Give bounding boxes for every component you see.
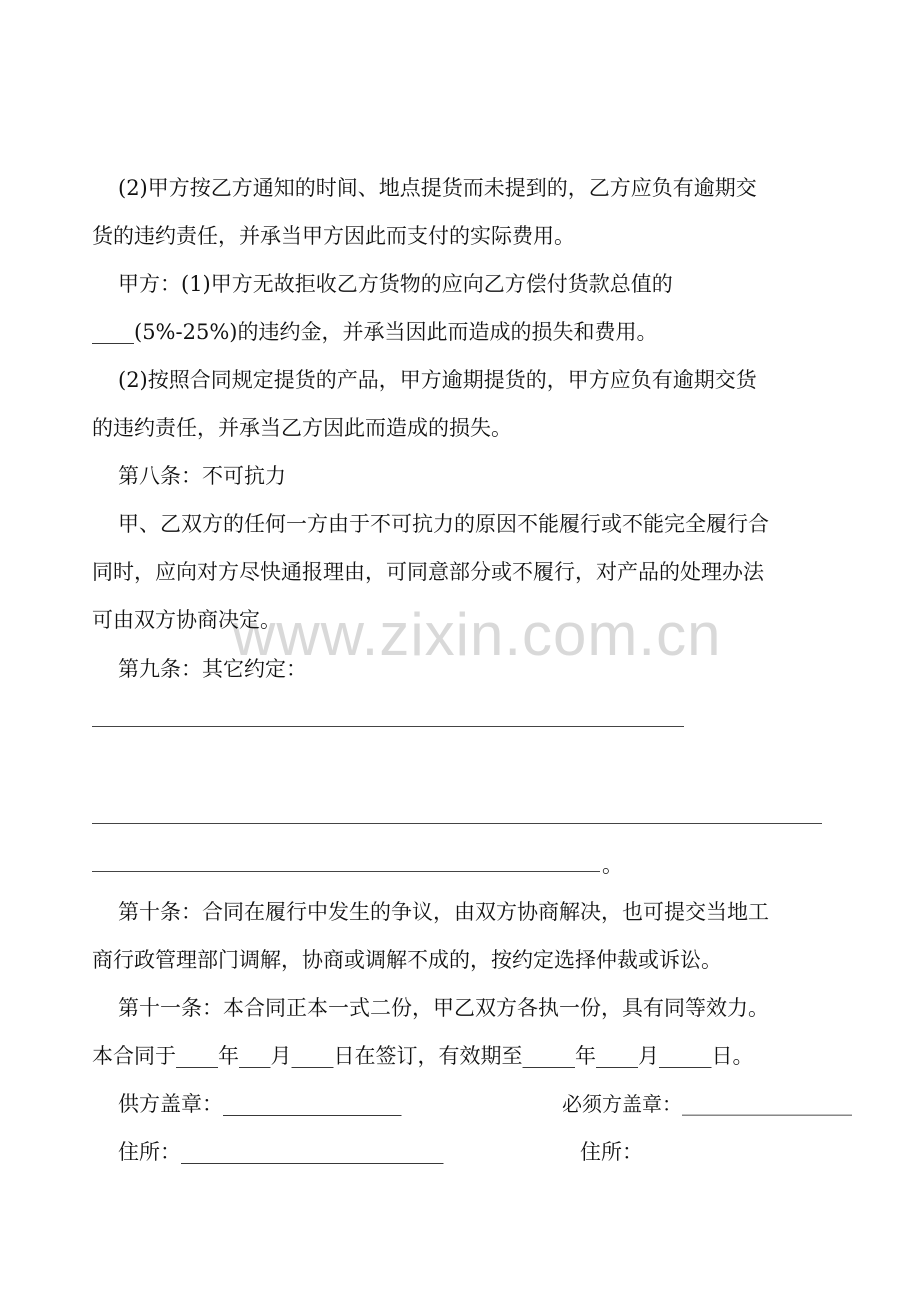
paragraph-line: (2)按照合同规定提货的产品，甲方逾期提货的，甲方应负有逾期交货 (118, 368, 757, 392)
blank-line (92, 823, 822, 824)
article-9-end: 。 (602, 853, 623, 877)
paragraph-line: 甲、乙双方的任何一方由于不可抗力的原因不能履行或不能完全履行合 (118, 512, 769, 536)
buyer-address-field: 住所： (580, 1140, 643, 1164)
paragraph-line: 同时，应向对方尽快通报理由，可同意部分或不履行，对产品的处理办法 (92, 560, 764, 584)
buyer-seal-field: 必须方盖章：_________________ (562, 1092, 852, 1116)
blank-line (92, 726, 684, 727)
paragraph-line: 的违约责任，并承当乙方因此而造成的损失。 (92, 416, 512, 440)
paragraph-line: 甲方：(1)甲方无故拒收乙方货物的应向乙方偿付货款总值的 (118, 272, 673, 296)
paragraph-line: 第十条：合同在履行中发生的争议，由双方协商解决，也可提交当地工 (118, 900, 769, 924)
paragraph-line: 商行政管理部门调解，协商或调解不成的，按约定选择仲裁或诉讼。 (92, 948, 722, 972)
paragraph-line: (2)甲方按乙方通知的时间、地点提货而未提到的，乙方应负有逾期交 (118, 176, 757, 200)
supplier-seal-field: 供方盖章：_________________ (118, 1092, 402, 1116)
blank-line (92, 871, 600, 872)
article-8-title: 第八条：不可抗力 (118, 464, 286, 488)
paragraph-line: 可由双方协商决定。 (92, 608, 281, 632)
paragraph-line: 货的违约责任，并承当甲方因此而支付的实际费用。 (92, 224, 575, 248)
paragraph-line: 第十一条：本合同正本一式二份，甲乙双方各执一份，具有同等效力。 (118, 996, 769, 1020)
paragraph-line: ____(5%-25%)的违约金，并承当因此而造成的损失和费用。 (92, 320, 658, 344)
supplier-address-field: 住所：_________________________ (118, 1140, 444, 1164)
article-9-title: 第九条：其它约定： (118, 657, 307, 681)
paragraph-line: 本合同于____年___月____日在签订，有效期至_____年____月_____日。 (92, 1044, 754, 1068)
watermark: www.zixin.com.cn (232, 601, 722, 668)
